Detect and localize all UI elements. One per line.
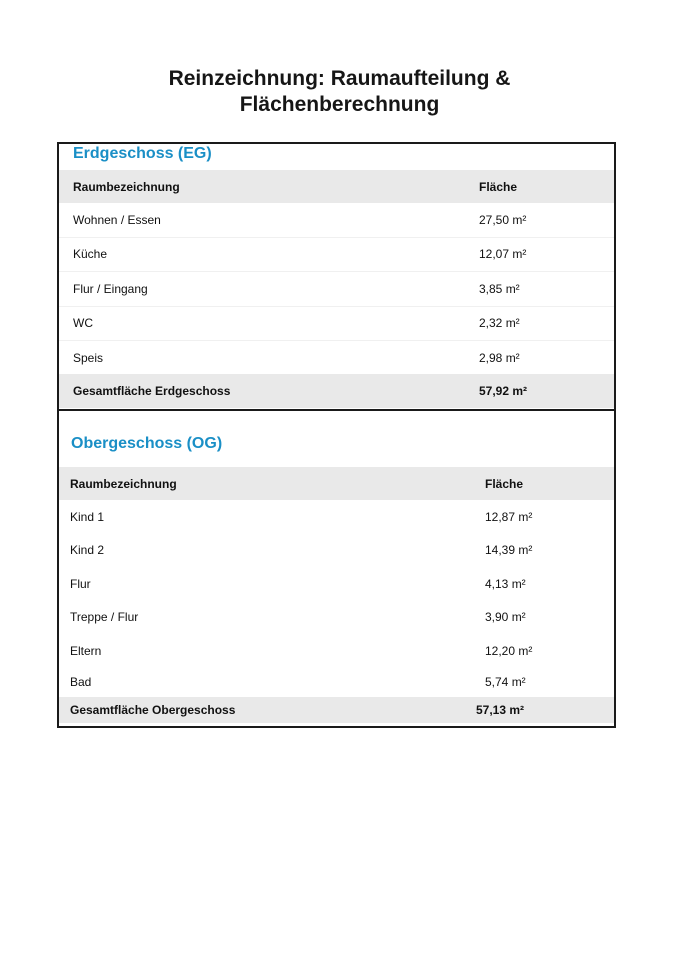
- room-area: 2,98 m²: [479, 350, 520, 365]
- table-row: [59, 341, 614, 374]
- room-name: Küche: [73, 247, 108, 262]
- room-name: WC: [73, 316, 93, 331]
- eg-header-area: Fläche: [479, 179, 518, 194]
- table-row: [59, 307, 614, 341]
- table-row: [59, 534, 614, 567]
- table-row: [59, 667, 614, 697]
- room-area: 3,90 m²: [485, 610, 526, 625]
- og-total-name: Gesamtfläche Obergeschoss: [70, 703, 236, 718]
- og-table: [59, 467, 614, 723]
- og-total-row: [59, 697, 614, 723]
- room-area: 3,85 m²: [479, 281, 520, 296]
- table-row: [59, 601, 614, 634]
- table-row: [59, 203, 614, 237]
- room-area: 12,07 m²: [479, 247, 527, 262]
- room-name: Kind 1: [70, 510, 105, 525]
- og-total-area: 57,13 m²: [476, 703, 525, 718]
- room-name: Eltern: [70, 643, 102, 658]
- table-row: [59, 567, 614, 600]
- table-row: [59, 500, 614, 533]
- room-name: Flur / Eingang: [73, 281, 148, 296]
- eg-total-name: Gesamtfläche Erdgeschoss: [73, 384, 231, 399]
- room-area: 27,50 m²: [479, 213, 527, 228]
- room-area: 14,39 m²: [485, 543, 533, 558]
- og-section-title: Obergeschoss (OG): [71, 435, 223, 452]
- og-table-header: [59, 467, 614, 500]
- room-area: 12,87 m²: [485, 510, 533, 525]
- eg-total-row: [59, 374, 614, 407]
- room-area: 2,32 m²: [479, 316, 520, 331]
- eg-table-header: [59, 170, 614, 203]
- room-area: 4,13 m²: [485, 576, 526, 591]
- document-title-line2: Flächenberechnung: [239, 93, 440, 116]
- room-area: 5,74 m²: [485, 675, 526, 690]
- table-row: [59, 634, 614, 667]
- room-name: Kind 2: [70, 543, 105, 558]
- eg-section-title: Erdgeschoss (EG): [73, 145, 212, 162]
- room-name: Bad: [70, 675, 92, 690]
- document-title: [0, 66, 679, 118]
- room-name: Speis: [73, 350, 104, 365]
- room-name: Wohnen / Essen: [73, 213, 161, 228]
- room-area: 12,20 m²: [485, 643, 533, 658]
- table-row: [59, 272, 614, 306]
- room-name: Flur: [70, 576, 91, 591]
- og-header-area: Fläche: [485, 476, 524, 491]
- eg-table: [59, 170, 614, 408]
- table-row: [59, 238, 614, 272]
- document-title-line1: Reinzeichnung: Raumaufteilung &: [168, 67, 511, 90]
- room-name: Treppe / Flur: [70, 610, 139, 625]
- eg-header-name: Raumbezeichnung: [73, 179, 180, 194]
- section-divider: [57, 409, 616, 411]
- eg-total-area: 57,92 m²: [479, 384, 528, 399]
- og-header-name: Raumbezeichnung: [70, 476, 177, 491]
